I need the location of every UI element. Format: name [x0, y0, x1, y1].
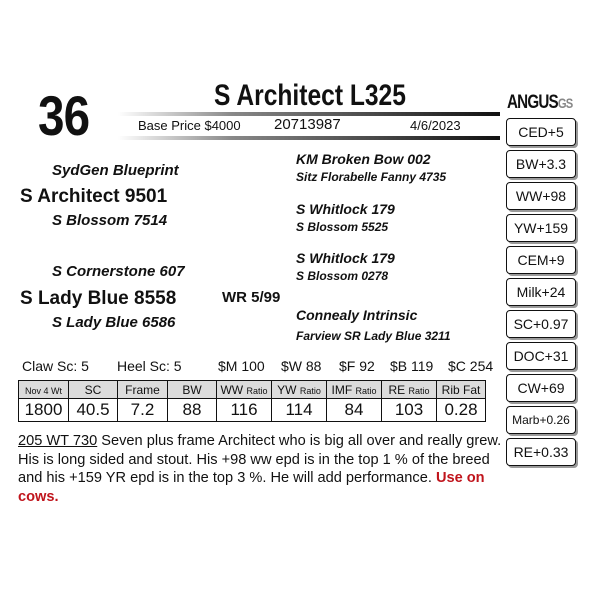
header-cell: YW Ratio [272, 381, 327, 399]
value-cell: 1800 [19, 399, 69, 422]
pedigree-sire: S Architect 9501 [20, 186, 168, 207]
epd-doc: DOC+31 [506, 342, 576, 370]
dam-note: WR 5/99 [222, 289, 281, 306]
index-f: $F 92 [339, 358, 375, 374]
heel-score: Heel Sc: 5 [117, 358, 182, 374]
value-cell: 7.2 [118, 399, 168, 422]
epd-re: RE+0.33 [506, 438, 576, 466]
performance-table [18, 380, 486, 422]
epd-ww: WW+98 [506, 182, 576, 210]
index-m: $M 100 [218, 358, 265, 374]
pedigree-g2: Sitz Florabelle Fanny 4735 [296, 170, 447, 184]
pedigree-dam-dam: S Lady Blue 6586 [52, 314, 176, 331]
pedigree-dam-sire: S Cornerstone 607 [52, 263, 185, 280]
value-cell: 40.5 [69, 399, 118, 422]
performance-table-header [19, 381, 486, 399]
base-price: Base Price $4000 [138, 118, 241, 133]
epd-marb: Marb+0.26 [506, 406, 576, 434]
animal-name: S Architect L325 [214, 79, 406, 112]
description-text: Seven plus frame Architect who is big all over and really grew. His is long sided and stout. His +98 ww epd is in the top 1 % of the breed and his +159 YR epd is in the top 3 %. He will add performance. [18, 433, 502, 486]
epd-bw: BW+3.3 [506, 150, 576, 178]
claw-score: Claw Sc: 5 [22, 358, 89, 374]
pedigree-sire-sire: SydGen Blueprint [52, 162, 179, 179]
header-cell: Rib Fat [437, 381, 486, 399]
value-cell: 0.28 [437, 399, 486, 422]
sale-date: 4/6/2023 [410, 118, 461, 133]
index-b: $B 119 [390, 358, 434, 374]
registration-number: 20713987 [274, 116, 341, 133]
pedigree-g1: KM Broken Bow 002 [296, 151, 431, 167]
header-cell: Frame [118, 381, 168, 399]
weaning-weight: 205 WT 730 [18, 433, 98, 449]
pedigree-g6: S Blossom 0278 [296, 269, 389, 283]
header-divider-bottom [118, 136, 500, 140]
epd-ced: CED+5 [506, 118, 576, 146]
epd-milk: Milk+24 [506, 278, 576, 306]
description-emphasis: Use on cows. [18, 470, 485, 505]
epd-sc: SC+0.97 [506, 310, 576, 338]
value-cell: 103 [382, 399, 437, 422]
epd-yw: YW+159 [506, 214, 576, 242]
lot-number: 36 [38, 84, 90, 147]
header-cell: Nov 4 Wt [19, 381, 69, 399]
pedigree-g4: S Blossom 5525 [296, 220, 389, 234]
pedigree-dam: S Lady Blue 8558 [20, 288, 177, 309]
epd-panel [506, 114, 580, 464]
pedigree-g3: S Whitlock 179 [296, 201, 395, 217]
pedigree-g8: Farview SR Lady Blue 3211 [296, 329, 451, 343]
description [18, 432, 503, 506]
header-cell: RE Ratio [382, 381, 437, 399]
value-cell: 116 [217, 399, 272, 422]
pedigree-g7: Connealy Intrinsic [296, 307, 418, 323]
header-cell: IMF Ratio [327, 381, 382, 399]
epd-cw: CW+69 [506, 374, 576, 402]
index-w: $W 88 [281, 358, 322, 374]
angus-gs-logo: ANGUSGS [507, 92, 573, 113]
value-cell: 114 [272, 399, 327, 422]
header-cell: WW Ratio [217, 381, 272, 399]
index-c: $C 254 [448, 358, 494, 374]
epd-cem: CEM+9 [506, 246, 576, 274]
pedigree-sire-dam: S Blossom 7514 [52, 212, 168, 229]
pedigree-g5: S Whitlock 179 [296, 250, 395, 266]
header-cell: BW [168, 381, 217, 399]
header-cell: SC [69, 381, 118, 399]
value-cell: 84 [327, 399, 382, 422]
value-cell: 88 [168, 399, 217, 422]
performance-table-values [19, 399, 486, 422]
